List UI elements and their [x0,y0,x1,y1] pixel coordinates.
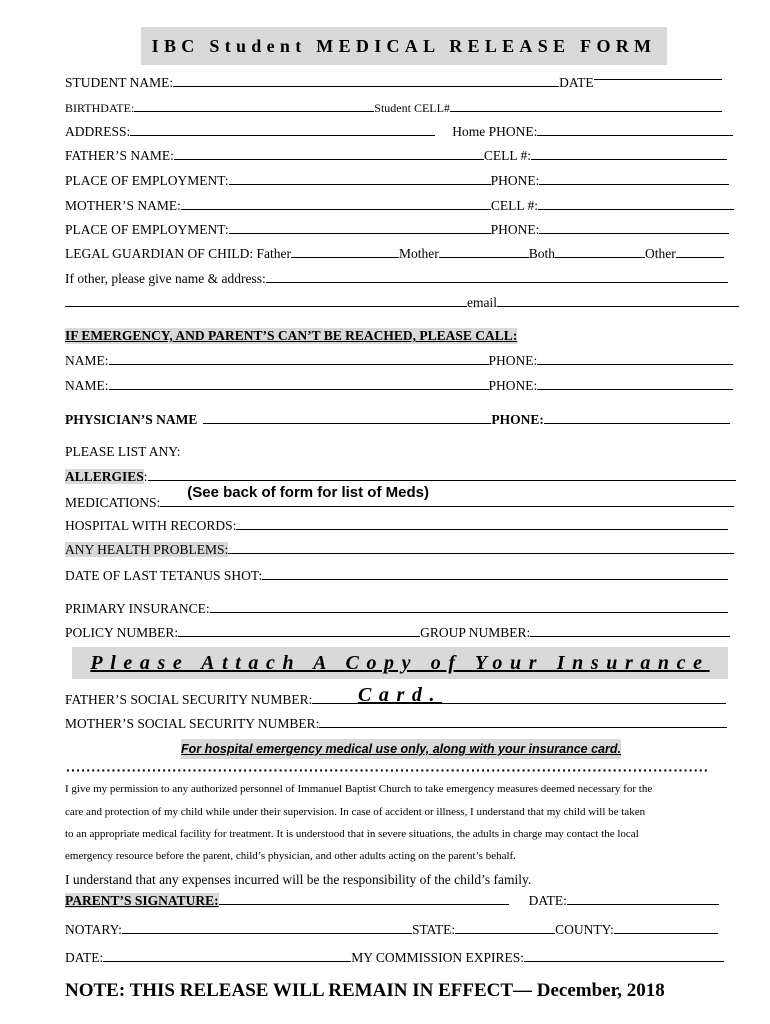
emergency-name-label-1: NAME: [65,353,109,368]
county-field[interactable] [614,921,718,934]
student-name-label: STUDENT NAME: [65,75,174,90]
home-phone-label: Home PHONE: [452,124,538,139]
father-employment-field[interactable] [229,172,491,185]
mother-ssn-label: MOTHER’S SOCIAL SECURITY NUMBER: [65,716,320,731]
tetanus-field[interactable] [262,567,728,580]
primary-insurance-label: PRIMARY INSURANCE: [65,601,210,616]
mother-employment-label: PLACE OF EMPLOYMENT: [65,222,229,237]
allergies-row: ALLERGIES: [65,468,736,485]
state-field[interactable] [455,921,555,934]
signature-row [65,892,719,909]
health-problems-label: ANY HEALTH PROBLEMS: [65,542,229,557]
emergency-row-2 [65,377,733,394]
consent-line-4: emergency resource before the parent, child’s physician, and other adults acting on the parent’s behalf. [65,850,516,862]
title-banner [141,27,667,65]
signature-date-field[interactable] [567,892,719,905]
emergency-phone-label-1: PHONE: [488,353,538,368]
guardian-other-label: Other [645,246,676,261]
mother-row [65,197,734,214]
if-other-field[interactable] [266,270,728,283]
physician-phone-field[interactable] [544,411,730,424]
mother-name-label: MOTHER’S NAME: [65,198,181,213]
medications-field[interactable] [160,484,734,507]
mother-phone-label: PHONE: [490,222,540,237]
health-problems-row [65,541,734,558]
father-ssn-field[interactable] [312,691,726,704]
if-other-label: If other, please give name & address: [65,271,266,286]
primary-insurance-row [65,600,728,617]
date-label: DATE [559,75,594,90]
notary-date-row [65,949,724,966]
hospital-row [65,517,728,534]
email-field[interactable] [497,294,739,307]
birthdate-row [65,99,722,116]
mother-cell-label: CELL #: [490,198,539,213]
mother-employment-row [65,221,729,238]
mother-phone-field[interactable] [539,221,729,234]
notary-row [65,921,718,938]
father-name-label: FATHER’S NAME: [65,148,174,163]
medications-label: MEDICATIONS: [65,495,161,510]
birthdate-label: BIRTHDATE: [65,101,135,115]
father-phone-field[interactable] [539,172,729,185]
father-employment-label: PLACE OF EMPLOYMENT: [65,173,229,188]
primary-insurance-field[interactable] [210,600,728,613]
address-row [65,123,733,140]
allergies-field[interactable] [148,468,736,481]
form-title: IBC Student MEDICAL RELEASE FORM [151,36,657,56]
guardian-mother-label: Mother [398,246,439,261]
emergency-row-1 [65,352,733,369]
student-name-row [65,74,722,91]
dotted-divider: ······························································································································· [66,762,709,778]
signature-label: PARENT’S SIGNATURE: [65,893,219,908]
father-name-field[interactable] [174,147,484,160]
father-phone-label: PHONE: [490,173,540,188]
policy-row [65,624,730,641]
health-problems-field[interactable] [228,541,734,554]
home-phone-field[interactable] [537,123,733,136]
birthdate-field[interactable] [134,99,374,112]
father-cell-field[interactable] [531,147,727,160]
emergency-name-field-1[interactable] [109,352,489,365]
if-other-row [65,270,728,287]
student-cell-label: Student CELL# [374,101,450,115]
date-field[interactable] [594,79,722,88]
physician-row [65,411,730,428]
signature-date-label: DATE: [528,893,567,908]
mother-ssn-field[interactable] [319,715,727,728]
expenses-text: I understand that any expenses incurred will be the responsibility of the child’s family. [65,872,532,887]
father-employment-row [65,172,729,189]
emergency-phone-label-2: PHONE: [488,378,538,393]
policy-number-label: POLICY NUMBER: [65,625,179,640]
release-note: NOTE: THIS RELEASE WILL REMAIN IN EFFECT— December, 2018 [65,980,665,1001]
consent-line-2: care and protection of my child while under their supervision. In case of accident or illness, I understand that my child will be taken [65,806,646,818]
guardian-father-field[interactable] [291,245,399,258]
consent-line-3: to an appropriate medical facility for treatment. It is understood that in severe situations, the adults in charge may contact the local [65,828,639,840]
mother-cell-field[interactable] [538,197,734,210]
commission-field[interactable] [524,949,724,962]
notary-field[interactable] [122,921,412,934]
insurance-card-text: Please Attach A Copy of Your Insurance Card. [90,652,710,706]
guardian-both-field[interactable] [555,245,645,258]
tetanus-row [65,567,728,584]
emergency-phone-field-1[interactable] [537,352,733,365]
hospital-label: HOSPITAL WITH RECORDS: [65,518,237,533]
state-label: STATE: [411,922,456,937]
guardian-mother-field[interactable] [439,245,529,258]
physician-phone-label: PHONE: [491,412,544,427]
email-row [65,294,739,311]
please-list-label: PLEASE LIST ANY: [65,444,181,459]
mother-ssn-row [65,715,727,732]
meds-note: (See back of form for list of Meds) [187,484,429,501]
emergency-name-label-2: NAME: [65,378,109,393]
email-label: email [467,295,497,310]
address-label: ADDRESS: [65,124,131,139]
allergies-label: ALLERGIES [65,469,144,484]
tetanus-label: DATE OF LAST TETANUS SHOT: [65,568,263,583]
policy-number-field[interactable] [178,624,420,637]
guardian-both-label: Both [528,246,555,261]
hospital-field[interactable] [236,517,728,530]
physician-name-label: PHYSICIAN’S NAME [65,412,198,427]
emergency-heading: IF EMERGENCY, AND PARENT’S CAN’T BE REACHED, PLEASE CALL: [65,328,518,343]
mother-employment-field[interactable] [229,221,491,234]
emergency-name-field-2[interactable] [109,377,489,390]
notary-date-field[interactable] [103,949,351,962]
father-cell-label: CELL #: [483,148,532,163]
guardian-other-field[interactable] [676,245,724,258]
guardian-label: LEGAL GUARDIAN OF CHILD: Father [65,246,291,261]
father-row [65,147,727,164]
commission-label: MY COMMISSION EXPIRES: [351,950,525,965]
emergency-phone-field-2[interactable] [537,377,733,390]
hospital-use-note: For hospital emergency medical use only, along with your insurance card. [181,739,621,759]
address-field[interactable] [130,123,435,136]
guardian-row [65,245,724,262]
father-ssn-label: FATHER’S SOCIAL SECURITY NUMBER: [65,692,313,707]
address-continued-field[interactable] [65,294,467,307]
notary-date-label: DATE: [65,950,104,965]
county-label: COUNTY: [555,922,614,937]
group-number-label: GROUP NUMBER: [420,625,531,640]
notary-label: NOTARY: [65,922,122,937]
physician-name-field[interactable] [203,411,491,424]
group-number-field[interactable] [530,624,730,637]
student-name-field[interactable] [173,74,559,87]
consent-line-1: I give my permission to any authorized personnel of Immanuel Baptist Church to take emergency measures deemed necessary for the [65,783,653,795]
mother-name-field[interactable] [181,197,491,210]
father-ssn-row [65,691,726,708]
signature-field[interactable] [219,892,509,905]
medications-row [65,484,734,511]
student-cell-field[interactable] [450,99,722,112]
